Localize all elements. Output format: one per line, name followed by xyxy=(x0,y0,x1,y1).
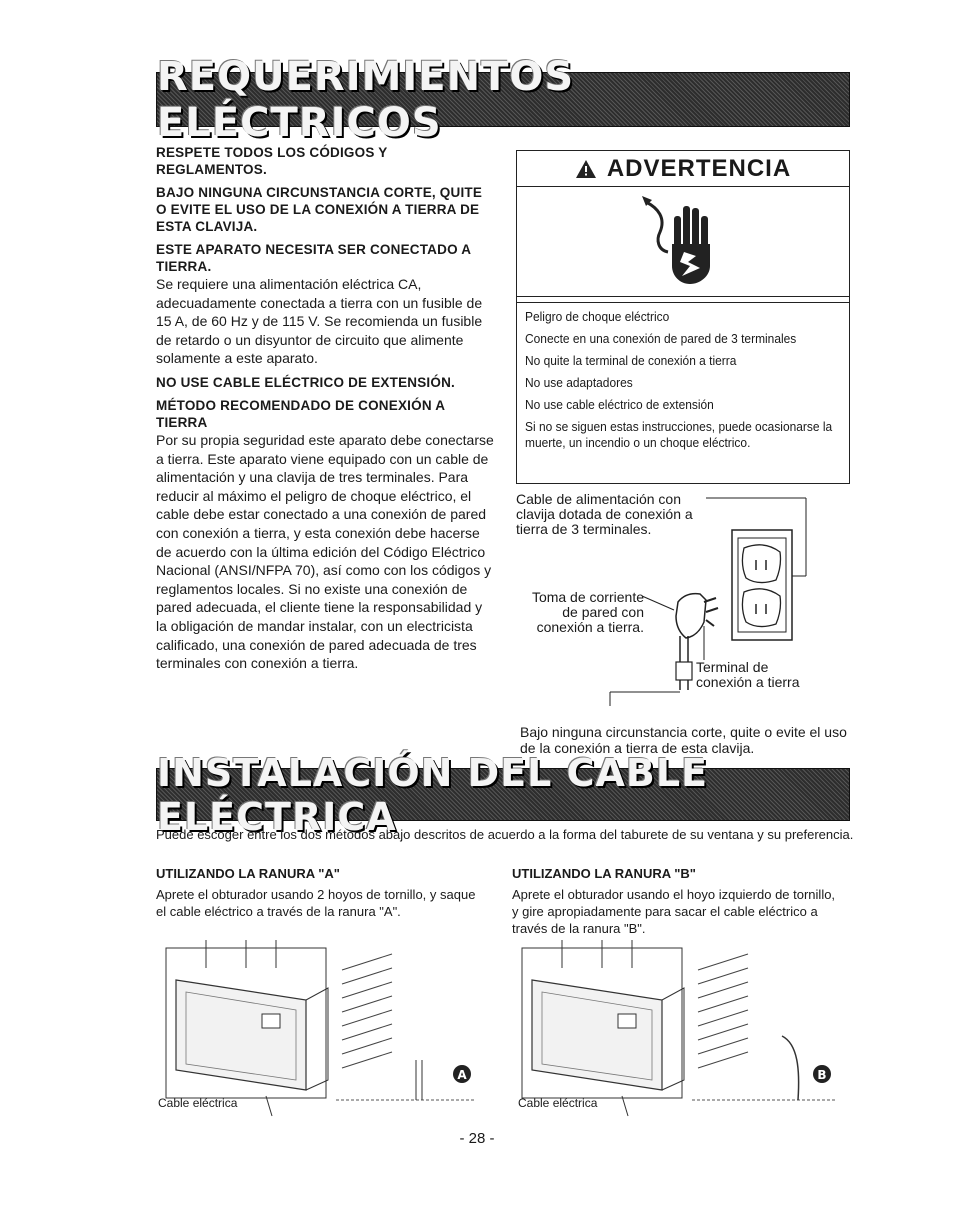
warning-list xyxy=(517,303,849,451)
installation-intro: Puede escoger entre los dos métodos abajo descritos de acuerdo a la forma del taburete de su ventana y su preferencia. xyxy=(156,827,854,842)
slot-marker-a: A xyxy=(457,1068,467,1082)
warning-header xyxy=(517,151,849,187)
warning-triangle-icon xyxy=(575,159,597,179)
heading-must-ground: ESTE APARATO NECESITA SER CONECTADO A TIERRA. xyxy=(156,242,471,274)
plug-caption: Bajo ninguna circunstancia corte, quite o evite el uso de la conexión a tierra de esta clavija. xyxy=(520,724,847,756)
warning-title: ADVERTENCIA xyxy=(606,154,792,182)
heading-ground-warning: BAJO NINGUNA CIRCUNSTANCIA CORTE, QUITE O EVITE EL USO DE LA CONEXIÓN A TIERRA DE ESTA CLAVIJA. xyxy=(156,185,483,234)
method-a-heading: UTILIZANDO LA RANURA "A" xyxy=(156,866,340,881)
warning-item: Peligro de choque eléctrico xyxy=(525,309,670,324)
warning-item: No use cable eléctrico de extensión xyxy=(525,397,714,412)
outlet-label: Toma de corriente de pared con conexión a tierra. xyxy=(531,589,644,635)
cable-label: Cable de alimentación con clavija dotada de conexión a tierra de 3 terminales. xyxy=(516,491,693,537)
method-b-heading: UTILIZANDO LA RANURA "B" xyxy=(512,866,696,881)
warning-item: No quite la terminal de conexión a tierra xyxy=(525,353,737,368)
method-a-text: Aprete el obturador usando 2 hoyos de tornillo, y saque el cable eléctrico a través de la ranura "A". xyxy=(156,887,476,919)
air-conditioner-slot-a-drawing xyxy=(156,940,486,1120)
slot-b-illustration xyxy=(512,940,846,1120)
shock-hazard-area xyxy=(517,187,849,297)
warning-item: No use adaptadores xyxy=(525,375,633,390)
page-number: - 28 - xyxy=(459,1130,495,1147)
paragraph-ground-method: Por su propia seguridad este aparato debe conectarse a tierra. Este aparato viene equipado con un cable de alimentación y una clavija de tres terminales. Para reducir al máximo el peligro de choque eléctrico, el cable debe estar conectado a una conexión de pared con conexión a tierra, y esta conexión debe hacerse de acuerdo con la última edición del Código Eléctrico Nacional (ANSI/NFPA 70), así como con los códigos y reglamentos locales. Si no existe una conexión de pared adecuada, el cliente tiene la responsabilidad y la obligación de mandar instalar, con un electricista calificado, una conexión de pared adecuada de tres terminales con conexión a tierra. xyxy=(156,431,494,672)
paragraph-power-supply: Se requiere una alimentación eléctrica CA, adecuadamente conectada a tierra con un fusible de 15 A, de 60 Hz y de 115 V. Se recomienda un fusible de retardo o un disyuntor de circuito que alimente solamente a este aparato. xyxy=(156,276,483,367)
air-conditioner-slot-b-drawing xyxy=(512,940,846,1120)
cable-label-a: Cable eléctrica xyxy=(158,1096,238,1110)
section-banner-electrical-requirements xyxy=(156,53,850,146)
ground-terminal-label: Terminal de conexión a tierra xyxy=(696,659,800,690)
cable-label-b: Cable eléctrica xyxy=(518,1096,598,1110)
heading-no-extension: NO USE CABLE ELÉCTRICO DE EXTENSIÓN. xyxy=(156,374,455,390)
heading-ground-method: MÉTODO RECOMENDADO DE CONEXIÓN A TIERRA xyxy=(156,397,445,430)
warning-item: Conecte en una conexión de pared de 3 terminales xyxy=(525,331,797,346)
heading-codes: RESPETE TODOS LOS CÓDIGOS Y REGLAMENTOS. xyxy=(156,145,388,177)
slot-marker-b: B xyxy=(817,1068,827,1082)
electrical-requirements-text xyxy=(156,144,496,673)
warning-item: Si no se siguen estas instrucciones, puede ocasionarse la muerte, un incendio o un choque eléctrico. xyxy=(525,419,833,450)
plug-outlet-illustration xyxy=(510,490,850,710)
banner-title: REQUERIMIENTOS ELÉCTRICOS xyxy=(157,53,575,146)
grounded-plug-figure xyxy=(510,490,850,710)
banner-title: INSTALACIÓN DEL CABLE ELÉCTRICA xyxy=(157,750,709,839)
warning-box xyxy=(516,150,850,484)
method-b-text: Aprete el obturador usando el hoyo izquierdo de tornillo, y gire apropiadamente para sacar el cable eléctrico a través de la ranura "B". xyxy=(512,887,836,936)
electric-shock-hand-icon xyxy=(638,194,728,290)
slot-a-illustration xyxy=(156,940,486,1120)
